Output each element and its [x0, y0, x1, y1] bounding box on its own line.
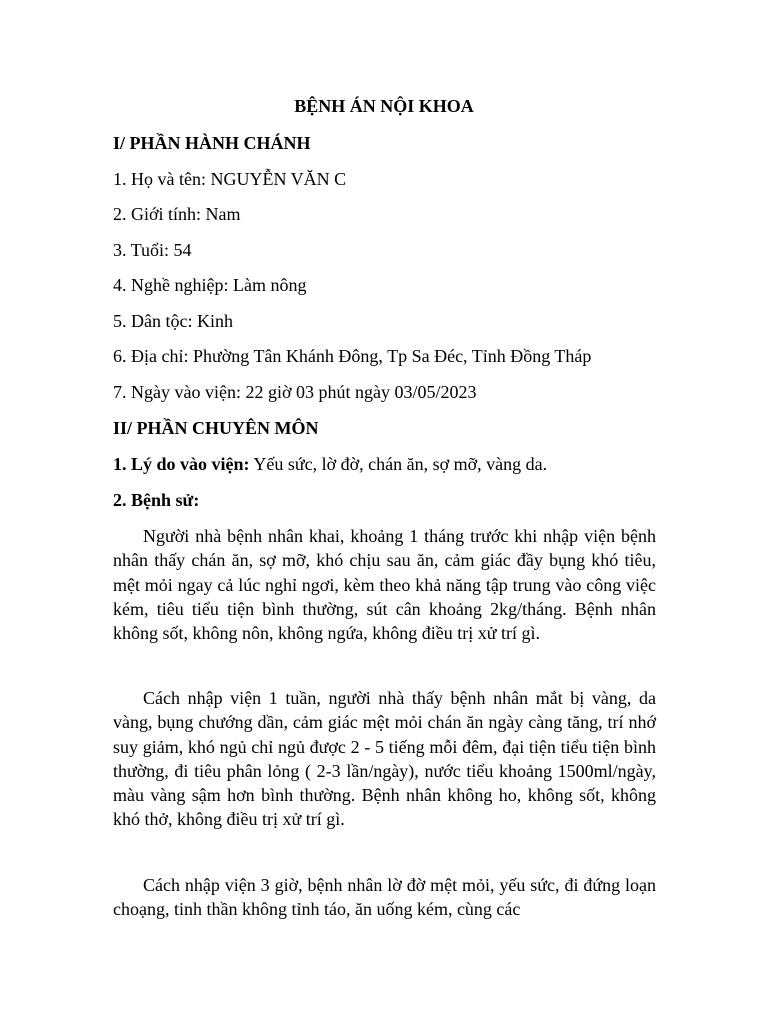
field-gender: 2. Giới tính: Nam	[113, 204, 241, 224]
reason-label: 1. Lý do vào viện:	[113, 454, 250, 474]
history-label: 2. Bệnh sử:	[113, 490, 200, 510]
section-heading-clinical: II/ PHẦN CHUYÊN MÔN	[113, 418, 319, 438]
field-admission-date: 7. Ngày vào viện: 22 giờ 03 phút ngày 03/05/2023	[113, 382, 477, 402]
field-occupation: 4. Nghề nghiệp: Làm nông	[113, 275, 307, 295]
field-address: 6. Địa chỉ: Phường Tân Khánh Đông, Tp Sa Đéc, Tỉnh Đồng Tháp	[113, 346, 592, 366]
field-ethnicity: 5. Dân tộc: Kinh	[113, 311, 233, 331]
field-age: 3. Tuổi: 54	[113, 240, 192, 260]
reason-text: Yếu sức, lờ đờ, chán ăn, sợ mỡ, vàng da.	[249, 454, 548, 474]
history-paragraph-1: Người nhà bệnh nhân khai, khoảng 1 tháng trước khi nhập viện bệnh nhân thấy chán ăn, sợ mỡ, khó chịu sau ăn, cảm giác đầy bụng khó tiêu, mệt mỏi ngay cả lúc nghỉ ngơi, kèm theo khả năng tập trung vào công việc kém, tiêu tiểu tiện bình thường, sút cân khoảng 2kg/tháng. Bệnh nhân không sốt, không nôn, không ngứa, không điều trị xử trí gì.	[113, 526, 656, 644]
section-heading-administrative: I/ PHẦN HÀNH CHÁNH	[113, 133, 311, 153]
reason-for-admission	[113, 452, 547, 476]
field-full-name: 1. Họ và tên: NGUYỄN VĂN C	[113, 169, 347, 189]
history-paragraph-2: Cách nhập viện 1 tuần, người nhà thấy bệnh nhân mắt bị vàng, da vàng, bụng chướng dần, cảm giác mệt mỏi chán ăn ngày càng tăng, trí nhớ suy giảm, khó ngủ chỉ ngủ được 2 - 5 tiếng mỗi đêm, đại tiện tiểu tiện bình thường, đi tiêu phân lỏng ( 2-3 lần/ngày), nước tiểu khoảng 1500ml/ngày, màu vàng sậm hơn bình thường. Bệnh nhân không ho, không sốt, không khó thở, không điều trị xử trí gì.	[113, 688, 656, 830]
history-paragraph-3: Cách nhập viện 3 giờ, bệnh nhân lờ đờ mệt mỏi, yếu sức, đi đứng loạn choạng, tinh thần không tỉnh táo, ăn uống kém, cùng các	[113, 875, 656, 920]
document-title: BỆNH ÁN NỘI KHOA	[294, 96, 474, 116]
